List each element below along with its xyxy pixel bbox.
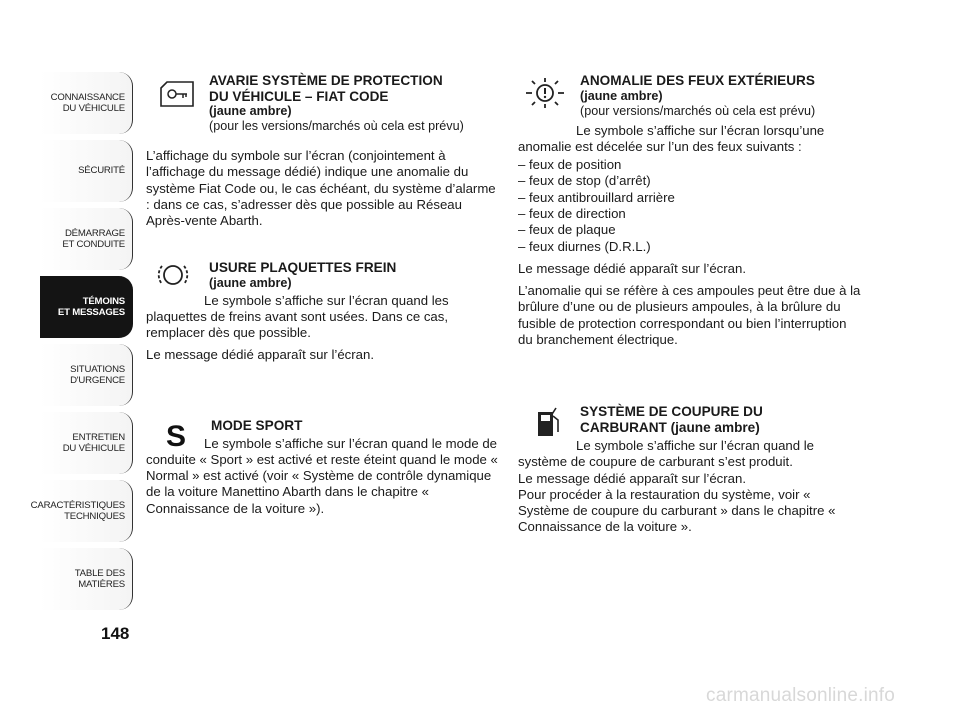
section-sport [146,418,498,523]
paragraph: Le symbole s’affiche sur l’écran quand les plaquettes de freins avant sont usées. Dans ce cas, remplacer dès que possible. [146,292,449,341]
section-title: SYSTÈME DE COUPURE DU CARBURANT (jaune ambre) [580,404,763,435]
immobilizer-key-icon [157,80,195,115]
watermark: carmanualsonline.info [706,685,896,706]
tab-label: SÉCURITÉ [78,165,125,177]
section-color: (jaune ambre) [209,104,292,118]
tab-temoins-messages[interactable] [40,276,133,338]
tab-caracteristiques-techniques[interactable] [30,480,133,542]
section-fiat-code-body [146,148,496,235]
list-item: – feux antibrouillard arrière [518,189,675,205]
section-title: ANOMALIE DES FEUX EXTÉRIEURS [580,73,815,88]
chapter-sidebar [30,72,133,616]
list-item: – feux diurnes (D.R.L.) [518,238,651,254]
section-note: (pour les versions/marchés où cela est prévu) [209,119,464,133]
list-item: – feux de direction [518,205,626,221]
section-exterior-lights [518,73,863,354]
tab-table-matieres[interactable] [40,548,133,610]
section-color: (jaune ambre) [209,275,292,290]
section-note: (pour versions/marchés où cela est prévu) [580,103,816,118]
tab-securite[interactable] [40,140,133,202]
tab-label: ENTRETIEN DU VÉHICULE [62,431,125,454]
paragraph: L’anomalie qui se réfère à ces ampoules peut être due à la brûlure d’une ou de plusieurs ampoules, à la brûlure du fusible de protection correspondant ou bien l’interruption du branchement électrique. [518,283,861,348]
section-title: MODE SPORT [211,418,303,433]
paragraph: Le symbole s’affiche sur l’écran quand le système de coupure de carburant s’est produit. [518,438,814,470]
section-fiat-code-header [209,73,509,134]
tab-demarrage-conduite[interactable] [40,208,133,270]
tab-label: TÉMOINS ET MESSAGES [57,295,125,318]
tab-label: TABLE DES MATIÈRES [74,567,125,590]
tab-label: CONNAISSANCE DU VÉHICULE [50,91,125,114]
paragraph: Le message dédié apparaît sur l’écran. [146,347,374,363]
tab-situations-urgence[interactable] [40,344,133,406]
lights-list [518,157,863,255]
tab-label: CARACTÉRISTIQUES TECHNIQUES [30,499,125,522]
paragraph: L’affichage du symbole sur l’écran (conjointement à l’affichage du message dédié) indique une anomalie du système Fiat Code ou, le cas échéant, du système d’alarme : dans ce cas, s’adresser dès que possible au Réseau Après-vente Abarth. [146,148,496,229]
sport-s-letter: S [165,420,187,450]
paragraph: Le symbole s’affiche sur l’écran quand le mode de conduite « Sport » est activé et reste éteint quand le mode « Normal » est activé (voir « Système de contrôle dynamique de la voiture Manettino Abarth dans le chapitre « Connaissance de la voiture »). [146,435,498,516]
paragraph: Le message dédié apparaît sur l’écran. [518,470,746,486]
tab-connaissance-vehicule[interactable] [40,72,133,134]
page-number: 148 [101,624,130,643]
list-item: – feux de plaque [518,222,616,238]
section-fuel-cutoff [518,404,863,542]
list-item: – feux de stop (d’arrêt) [518,173,651,189]
tab-label: DÉMARRAGE ET CONDUITE [62,227,125,250]
list-item: – feux de position [518,157,622,173]
paragraph: Le symbole s’affiche sur l’écran lorsqu’une anomalie est décelée sur l’un des feux suivants : [518,122,825,154]
tab-label: SITUATIONS D'URGENCE [70,363,125,386]
section-title: AVARIE SYSTÈME DE PROTECTION DU VÉHICULE – FIAT CODE [209,73,443,104]
section-color: (jaune ambre) [580,88,663,103]
section-title: USURE PLAQUETTES FREIN [209,260,397,275]
paragraph: Le message dédié apparaît sur l’écran. [518,260,746,276]
paragraph: Pour procéder à la restauration du système, voir « Système de coupure du carburant » dans le chapitre « Connaissance de la voiture ». [518,486,836,535]
section-brake-pads [146,260,498,370]
tab-entretien-vehicule[interactable] [40,412,133,474]
